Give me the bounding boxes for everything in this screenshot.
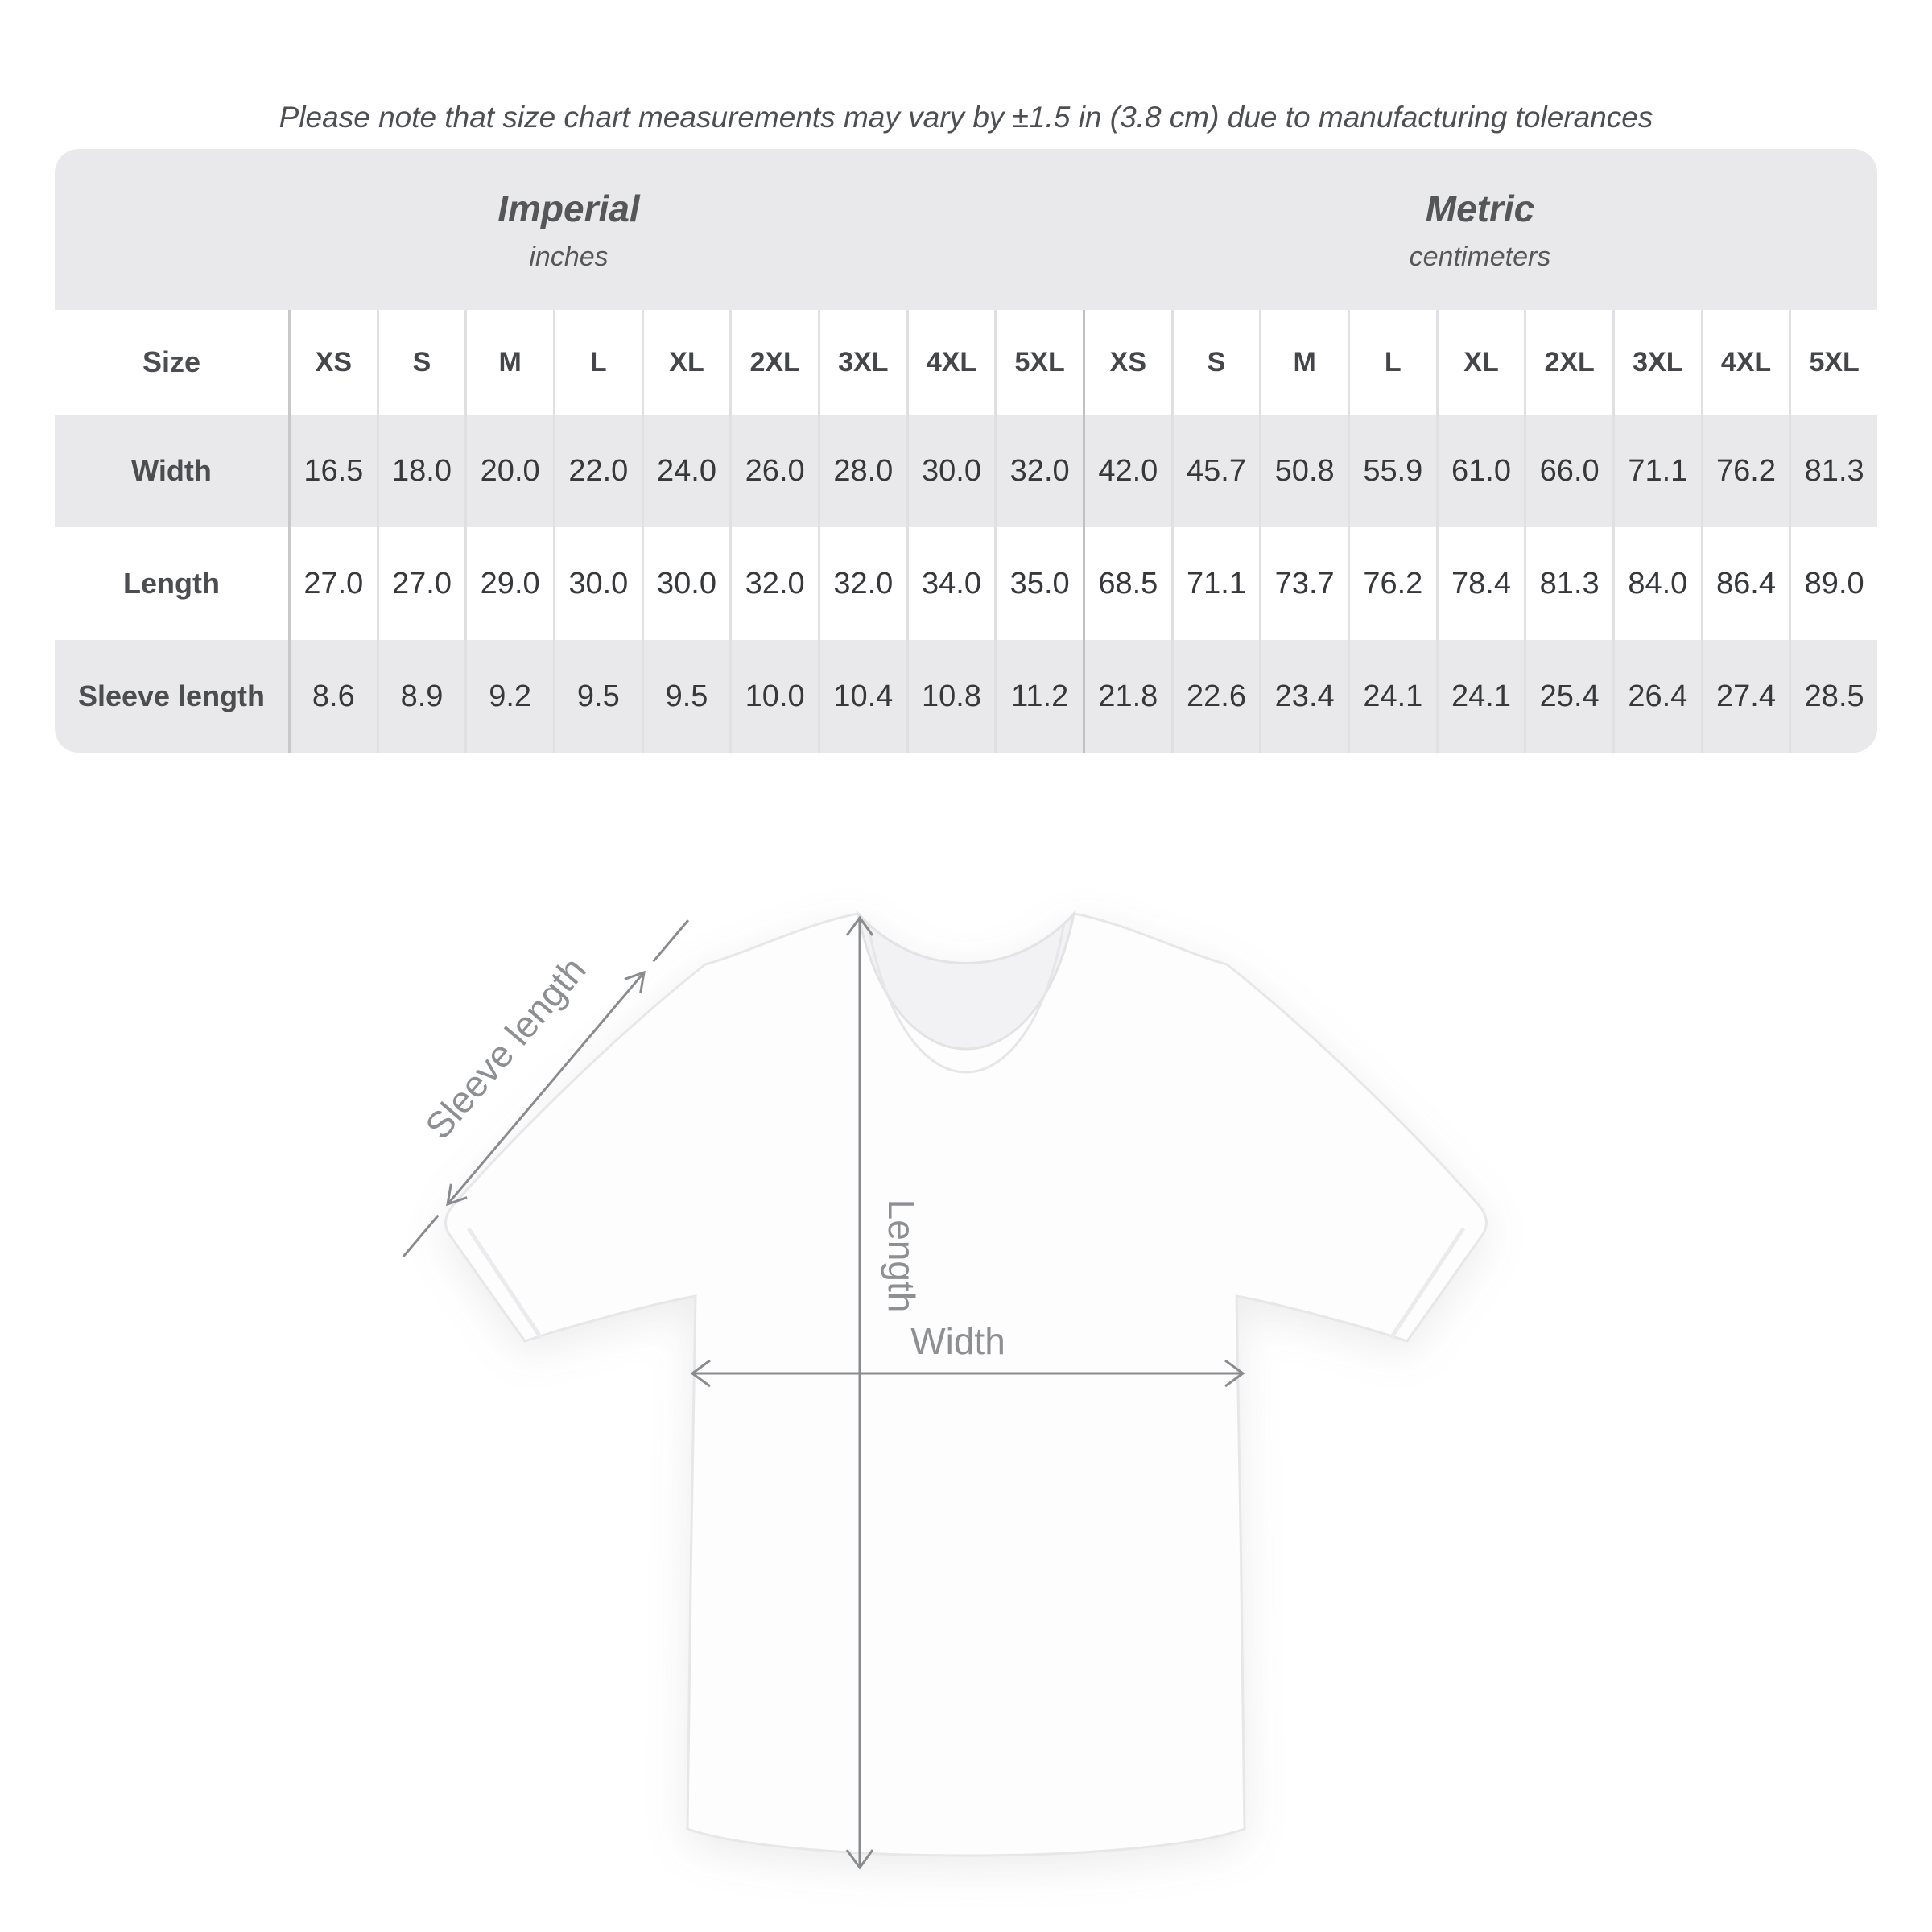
value-cell-imperial: 11.2 xyxy=(994,640,1083,753)
value-cell-metric: 76.2 xyxy=(1348,527,1436,640)
tshirt-body xyxy=(446,914,1487,1856)
value-cell-metric: 86.4 xyxy=(1701,527,1790,640)
sleeve-length-label: Sleeve length xyxy=(416,948,594,1147)
value-cell-metric: 73.7 xyxy=(1259,527,1348,640)
value-cell-metric: 84.0 xyxy=(1612,527,1701,640)
value-cell-imperial: 22.0 xyxy=(553,415,642,527)
value-cell-metric: 42.0 xyxy=(1083,415,1171,527)
value-cell-imperial: 10.8 xyxy=(906,640,995,753)
value-cell-metric: 21.8 xyxy=(1083,640,1171,753)
value-cell-imperial: 26.0 xyxy=(729,415,818,527)
metric-title: Metric xyxy=(1425,187,1535,229)
size-col-metric-2xl: 2XL xyxy=(1524,310,1612,415)
imperial-title: Imperial xyxy=(497,187,640,229)
value-cell-imperial: 16.5 xyxy=(288,415,377,527)
size-col-imperial-xl: XL xyxy=(642,310,730,415)
value-cell-metric: 23.4 xyxy=(1259,640,1348,753)
value-cell-imperial: 8.9 xyxy=(377,640,465,753)
length-label: Length xyxy=(881,1199,923,1313)
size-col-metric-5xl: 5XL xyxy=(1789,310,1877,415)
value-cell-imperial: 9.5 xyxy=(553,640,642,753)
size-col-imperial-l: L xyxy=(553,310,642,415)
value-cell-metric: 89.0 xyxy=(1789,527,1877,640)
imperial-unit: inches xyxy=(529,241,609,272)
size-col-imperial-3xl: 3XL xyxy=(818,310,906,415)
value-cell-metric: 26.4 xyxy=(1612,640,1701,753)
value-cell-metric: 25.4 xyxy=(1524,640,1612,753)
value-cell-imperial: 9.2 xyxy=(464,640,553,753)
value-cell-imperial: 9.5 xyxy=(642,640,730,753)
tolerance-note: Please note that size chart measurements may vary by ±1.5 in (3.8 cm) due to manufacturing tolerances xyxy=(279,101,1653,134)
value-cell-imperial: 32.0 xyxy=(994,415,1083,527)
value-cell-metric: 22.6 xyxy=(1171,640,1260,753)
value-cell-imperial: 35.0 xyxy=(994,527,1083,640)
value-cell-imperial: 8.6 xyxy=(288,640,377,753)
value-cell-metric: 68.5 xyxy=(1083,527,1171,640)
size-col-imperial-5xl: 5XL xyxy=(994,310,1083,415)
value-cell-metric: 28.5 xyxy=(1789,640,1877,753)
value-cell-imperial: 30.0 xyxy=(642,527,730,640)
value-cell-metric: 66.0 xyxy=(1524,415,1612,527)
size-col-metric-l: L xyxy=(1348,310,1436,415)
value-cell-metric: 24.1 xyxy=(1348,640,1436,753)
size-col-metric-xl: XL xyxy=(1436,310,1525,415)
value-cell-imperial: 20.0 xyxy=(464,415,553,527)
size-col-imperial-4xl: 4XL xyxy=(906,310,995,415)
value-cell-imperial: 10.4 xyxy=(818,640,906,753)
value-cell-imperial: 34.0 xyxy=(906,527,995,640)
value-cell-imperial: 30.0 xyxy=(906,415,995,527)
value-cell-metric: 81.3 xyxy=(1524,527,1612,640)
value-cell-imperial: 27.0 xyxy=(288,527,377,640)
size-col-metric-m: M xyxy=(1259,310,1348,415)
row-label: Width xyxy=(131,454,212,487)
value-cell-imperial: 32.0 xyxy=(729,527,818,640)
size-col-metric-s: S xyxy=(1171,310,1260,415)
value-cell-imperial: 28.0 xyxy=(818,415,906,527)
width-label: Width xyxy=(910,1320,1005,1362)
value-cell-imperial: 29.0 xyxy=(464,527,553,640)
value-cell-metric: 71.1 xyxy=(1171,527,1260,640)
size-col-imperial-s: S xyxy=(377,310,465,415)
size-col-metric-3xl: 3XL xyxy=(1612,310,1701,415)
value-cell-metric: 45.7 xyxy=(1171,415,1260,527)
tshirt-graphic xyxy=(446,914,1487,1856)
value-cell-metric: 61.0 xyxy=(1436,415,1525,527)
value-cell-imperial: 30.0 xyxy=(553,527,642,640)
row-label: Length xyxy=(123,567,220,600)
value-cell-imperial: 24.0 xyxy=(642,415,730,527)
metric-unit: centimeters xyxy=(1409,241,1551,272)
size-corner-label: Size xyxy=(142,345,201,378)
value-cell-imperial: 10.0 xyxy=(729,640,818,753)
value-cell-metric: 55.9 xyxy=(1348,415,1436,527)
value-cell-metric: 50.8 xyxy=(1259,415,1348,527)
size-col-imperial-m: M xyxy=(464,310,553,415)
value-cell-imperial: 27.0 xyxy=(377,527,465,640)
size-col-imperial-2xl: 2XL xyxy=(729,310,818,415)
row-label: Sleeve length xyxy=(77,679,266,712)
value-cell-imperial: 32.0 xyxy=(818,527,906,640)
value-cell-metric: 27.4 xyxy=(1701,640,1790,753)
value-cell-metric: 76.2 xyxy=(1701,415,1790,527)
size-col-metric-xs: XS xyxy=(1083,310,1171,415)
value-cell-metric: 81.3 xyxy=(1789,415,1877,527)
size-col-imperial-xs: XS xyxy=(288,310,377,415)
value-cell-metric: 24.1 xyxy=(1436,640,1525,753)
value-cell-imperial: 18.0 xyxy=(377,415,465,527)
value-cell-metric: 71.1 xyxy=(1612,415,1701,527)
size-col-metric-4xl: 4XL xyxy=(1701,310,1790,415)
value-cell-metric: 78.4 xyxy=(1436,527,1525,640)
